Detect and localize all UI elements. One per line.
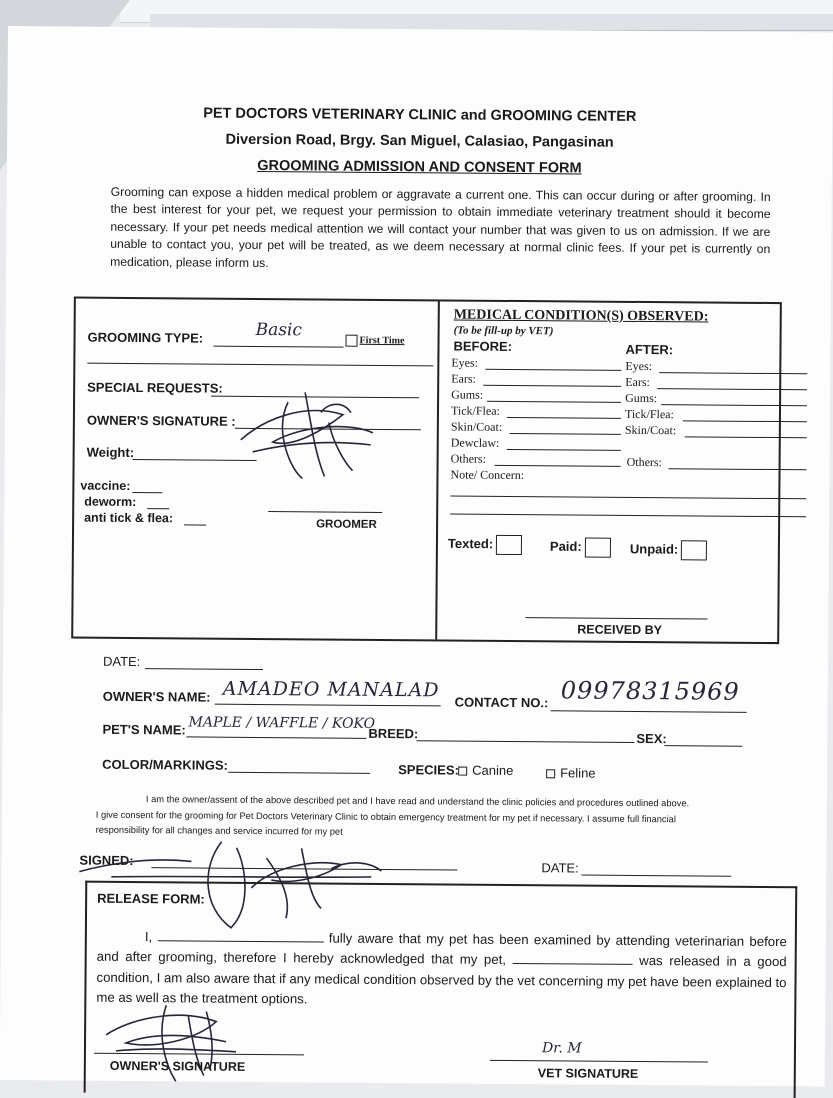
release-i: I,	[144, 929, 153, 945]
date-line[interactable]	[145, 668, 263, 670]
special-requests-label: SPECIAL REQUESTS:	[87, 379, 223, 396]
after-gums-label: Gums:	[625, 390, 658, 406]
color-line[interactable]	[228, 772, 370, 774]
grooming-type-value: Basic	[255, 319, 303, 341]
canine-checkbox[interactable]	[458, 767, 467, 776]
release-text-1: fully aware that my pet has been examined by attending veterinarian before and after grooming, therefore I hereby acknowledged that my pet,	[96, 930, 787, 968]
deworm-label: deworm:	[84, 494, 137, 510]
unpaid-label: Unpaid:	[629, 541, 679, 557]
before-gums-label: Gums:	[451, 387, 484, 402]
vet-signature-label: VET SIGNATURE	[537, 1066, 639, 1081]
release-title: RELEASE FORM:	[97, 890, 205, 907]
pet-name-line[interactable]	[186, 736, 366, 738]
deworm-line[interactable]	[147, 508, 169, 509]
medical-subtitle: (To be fill-up by VET)	[453, 324, 554, 338]
vet-handwriting: Dr. M	[541, 1040, 582, 1057]
before-dewclaw-label: Dewclaw:	[450, 435, 500, 450]
after-label: AFTER:	[625, 341, 674, 358]
anti-tick-label: anti tick & flea:	[84, 510, 174, 526]
weight-label: Weight:	[86, 444, 135, 461]
release-text-2: was released in a good condition, I am also aware that if any medical condition observed by the vet concerning my pet have been explained to me as well as the treatment options.	[96, 953, 787, 1007]
canine-option[interactable]	[458, 763, 513, 778]
release-pet-blank[interactable]	[513, 951, 633, 965]
after-ears-label: Ears:	[625, 374, 650, 390]
breed-line[interactable]	[416, 740, 634, 743]
before-eyes-label: Eyes:	[451, 355, 479, 370]
statement-line-3: responsibility for all changes and service incurred for my pet	[95, 824, 343, 837]
before-tick-label: Tick/Flea:	[450, 403, 500, 418]
anti-tick-line[interactable]	[184, 524, 206, 525]
pet-name-value: MAPLE / WAFFLE / KOKO	[188, 714, 376, 732]
statement-line-1: I am the owner/assent of the above described pet and I have read and understand the clinic policies and procedures outlined above.	[145, 794, 690, 809]
unpaid-checkbox[interactable]	[681, 540, 707, 560]
owner-name-label: OWNER'S NAME:	[102, 688, 211, 705]
groomer-label: GROOMER	[316, 518, 377, 531]
note-label: Note/ Concern:	[450, 467, 525, 483]
owner-name-value: AMADEO MANALAD	[222, 677, 440, 702]
first-time-label: First Time	[359, 335, 405, 347]
paid-checkbox[interactable]	[585, 538, 611, 558]
received-by-label: RECEIVED BY	[577, 622, 663, 638]
release-name-blank[interactable]	[157, 928, 323, 942]
vaccine-label: vaccine:	[80, 478, 131, 493]
owner-signature-scribble	[232, 382, 383, 483]
after-others-label: Others:	[626, 454, 662, 470]
statement-date-label: DATE:	[541, 860, 579, 876]
medical-title: MEDICAL CONDITION(S) OBSERVED:	[453, 307, 709, 325]
vaccine-line[interactable]	[132, 492, 162, 493]
pet-name-label: PET'S NAME:	[102, 721, 186, 738]
first-time-option[interactable]	[345, 335, 404, 347]
before-skin-label: Skin/Coat:	[450, 419, 503, 434]
consent-paragraph: Grooming can expose a hidden medical problem or aggravate a current one. This can occur during or after grooming. In the best interest for your pet, we request your permission to obtain immediate veterinary treatment should it become necessary. If your pet needs medical attention we will contact your number that was given to us on admission. If we are unable to contact you, your pet will be treated, as we deem necessary at normal clinic fees. If your pet is currently on medication, please inform us.	[110, 184, 771, 270]
sex-line[interactable]	[664, 745, 742, 747]
signed-label: SIGNED:	[79, 852, 134, 869]
before-label: BEFORE:	[453, 338, 513, 354]
form-title: GROOMING ADMISSION AND CONSENT FORM	[257, 157, 582, 177]
after-skin-label: Skin/Coat:	[624, 422, 677, 438]
canine-label: Canine	[472, 762, 514, 778]
unpaid-option[interactable]	[630, 540, 708, 561]
first-time-checkbox[interactable]	[345, 335, 357, 347]
texted-option[interactable]	[448, 534, 522, 555]
feline-option[interactable]	[546, 765, 596, 780]
grooming-medical-box	[71, 297, 782, 645]
contact-value: 09978315969	[560, 676, 740, 706]
breed-label: BREED:	[368, 725, 419, 742]
contact-line[interactable]	[551, 710, 747, 713]
clinic-name: PET DOCTORS VETERINARY CLINIC and GROOMING CENTER	[203, 105, 637, 125]
feline-checkbox[interactable]	[546, 769, 555, 778]
owner-name-line[interactable]	[215, 704, 441, 707]
grooming-type-label: GROOMING TYPE:	[87, 329, 204, 346]
clinic-address: Diversion Road, Brgy. San Miguel, Calasiao, Pangasinan	[225, 131, 614, 151]
contact-label: CONTACT NO.:	[454, 694, 549, 711]
after-tick-label: Tick/Flea:	[624, 406, 674, 422]
color-label: COLOR/MARKINGS:	[102, 756, 228, 773]
species-label: SPECIES:	[398, 762, 459, 778]
paid-option[interactable]	[550, 537, 611, 557]
feline-label: Feline	[560, 765, 596, 781]
date-label: DATE:	[102, 653, 141, 670]
after-eyes-label: Eyes:	[625, 358, 653, 374]
before-ears-label: Ears:	[451, 371, 476, 386]
before-others-label: Others:	[450, 451, 486, 466]
statement-line-2: I give consent for the grooming for Pet Doctors Veterinary Clinic to obtain emergency treatment for my pet if necessary. I assume full financial	[95, 809, 676, 825]
texted-label: Texted:	[447, 535, 494, 552]
release-owner-signature-label: OWNER'S SIGNATURE	[109, 1058, 246, 1074]
paid-label: Paid:	[549, 538, 582, 554]
texted-checkbox[interactable]	[496, 535, 522, 555]
statement-date-line[interactable]	[581, 875, 731, 877]
owner-signature-label: OWNER'S SIGNATURE :	[86, 412, 236, 429]
form-sheet	[0, 26, 833, 1086]
sex-label: SEX:	[636, 730, 667, 747]
